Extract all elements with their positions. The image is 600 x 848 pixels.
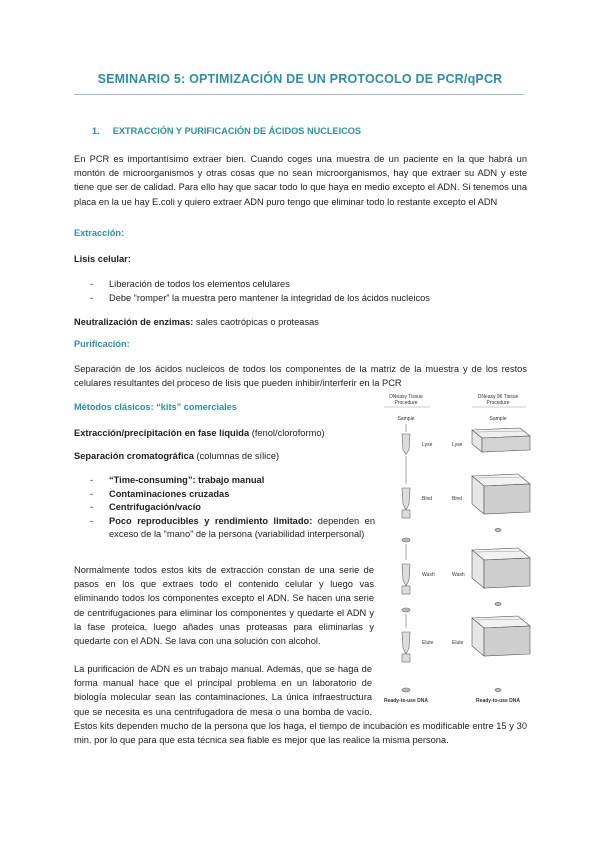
step-lyse-left: Lyse: [422, 442, 433, 448]
kit-drawbacks-list: [90, 474, 375, 542]
list-item: - Centrifugación/vacío: [90, 501, 375, 515]
list-item: - Debe “romper” la muestra pero mantener la integridad de los ácidos nucleicos: [90, 292, 530, 306]
section-title: EXTRACCIÓN Y PURIFICACIÓN DE ÁCIDOS NUCLEICOS: [112, 126, 362, 136]
step-wash-right: Wash: [452, 572, 465, 578]
chromatography-text: (columnas de sílice): [193, 451, 280, 461]
step-bind-right: Bind: [452, 496, 463, 502]
lisis-label: Lisis celular:: [74, 254, 131, 264]
list-item: - Poco reproducibles y rendimiento limitado: dependen en exceso de la “mano” de la persona (variabilidad interpersonal): [90, 515, 375, 542]
page-title: SEMINARIO 5: OPTIMIZACIÓN DE UN PROTOCOLO DE PCR/qPCR: [97, 72, 503, 86]
svg-text:Procedure: Procedure: [394, 400, 418, 406]
manual-work-paragraph: La purificación de ADN es un trabajo manual. Además, que se haga de forma manual hace que el principal problema en un laboratorio de biología molecular sean las contaminaciones. La única infraestructura que se necesita es una centrifugadora de mesa o una bomba de vacío. Estos kits dependen mucho de la persona que los haga, el tiempo de incubación es modificable entre 15 y 30 min. por lo que para que esta técnica sea fiable es mejor que las realice la misma persona.: [74, 664, 527, 746]
kits-paragraph: Normalmente todos estos kits de extracción constan de una serie de pasos en los que extraes todo el contenido celular y luego vas eliminando todos los componentes excepto el ADN. Se hacen una serie de centrifugaciones para eliminar los componentes y quedarte el ADN y la fase proteica, luego añades unas proteasas para eliminarlas y quedarte con el ADN. Se lava con una solución con alcohol.: [74, 565, 374, 647]
extraccion-heading: Extracción:: [74, 228, 125, 238]
section-number: 1.: [92, 126, 100, 136]
column-icon: [402, 632, 410, 654]
chromatography-label: Separación cromatográfica: [74, 451, 194, 461]
svg-text:Procedure: Procedure: [486, 400, 510, 406]
list-item: - Liberación de todos los elementos celulares: [90, 278, 530, 292]
left-procedure-steps: [402, 424, 410, 692]
step-bind-left: Bind: [422, 496, 433, 502]
intro-paragraph: En PCR es importantísimo extraer bien. Cuando coges una muestra de un paciente en la que habrá un montón de microorganismos y otras cosas que no sean microorganismos, hay que extraer su ADN y este tiene que ser de calidad. Para ello hay que sacar todo lo que haya en medio excepto el ADN. Si tenemos una placa en la ue hay E.coli y quiero extraer ADN puro tengo que eliminar todo lo restante excepto el ADN: [74, 154, 527, 207]
step-elute-left: Elute: [422, 640, 434, 646]
neutralizacion-label: Neutralización de enzimas:: [74, 317, 194, 327]
chromatography-line: [74, 449, 374, 463]
col2-title: DNeasy 96 Tissue: [477, 394, 519, 400]
sample-label-right: Sample: [489, 416, 507, 422]
list-item: - “Time-consuming”: trabajo manual: [90, 474, 375, 488]
column-icon: [402, 488, 410, 510]
step-lyse-right: Lyse: [452, 442, 463, 448]
section-heading-1: [92, 126, 361, 136]
liquid-extraction-text: (fenol/cloroformo): [249, 428, 325, 438]
sample-label-left: Sample: [397, 416, 415, 422]
result-right: Ready-to-use DNA: [476, 698, 520, 704]
tube-icon: [402, 434, 410, 454]
column-icon: [402, 564, 410, 586]
lisis-list: [90, 278, 530, 305]
purificacion-paragraph: Separación de los ácidos nucleicos de todos los componentes de la matriz de la muestra y de los restos celulares resultantes del proceso de lisis que pueden inhibir/interferir en la PCR: [74, 364, 527, 389]
metodos-heading: Métodos clásicos: “kits” comerciales: [74, 402, 237, 412]
dneasy-procedure-figure: [380, 392, 538, 712]
step-elute-right: Elute: [452, 640, 464, 646]
liquid-extraction-line: [74, 426, 374, 440]
right-procedure-plates: [472, 428, 530, 692]
result-left: Ready-to-use DNA: [384, 698, 428, 704]
liquid-extraction-label: Extracción/precipitación en fase líquida: [74, 428, 250, 438]
title-underline: [74, 94, 524, 95]
neutralizacion-line: [74, 315, 527, 329]
step-wash-left: Wash: [422, 572, 435, 578]
col1-title: DNeasy Tissue: [389, 394, 423, 400]
purificacion-heading: Purificación:: [74, 339, 130, 349]
list-item: - Contaminaciones cruzadas: [90, 488, 375, 502]
neutralizacion-text: sales caotrópicas o proteasas: [193, 317, 319, 327]
